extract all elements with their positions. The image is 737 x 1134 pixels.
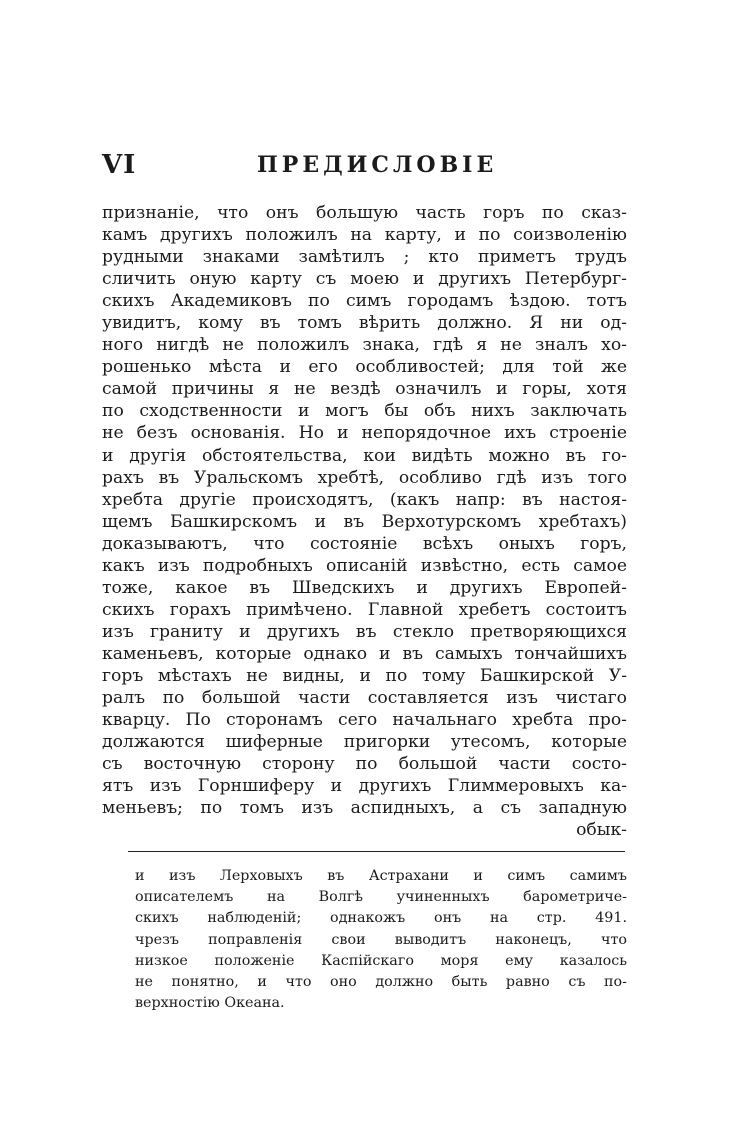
footnote-line: верхностію Океана.	[135, 995, 285, 1012]
text-line: должаются шиферные пригорки утесомъ, которые	[102, 732, 627, 753]
text-line: кварцу. По сторонамъ сего начальнаго хребта про-	[102, 710, 627, 731]
text-line: и другія обстоятельства, кои видѣть можно въ го-	[102, 445, 627, 466]
text-line: камъ другихъ положилъ на карту, и по соизволенію	[102, 225, 627, 246]
page-header	[102, 150, 627, 190]
text-line: самой причины я не вездѣ означилъ и горы, хотя	[102, 379, 627, 400]
text-line: скихъ горахъ примѣчено. Главной хребетъ состоитъ	[102, 599, 627, 620]
text-line: сличить оную карту съ моею и другихъ Петербург-	[102, 269, 627, 290]
footnote-line: не понятно, и что оно должно быть равно съ по-	[135, 973, 627, 990]
text-line: рахъ въ Уральскомъ хребтѣ, особливо гдѣ изъ того	[102, 467, 627, 488]
text-line: ного нигдѣ не положилъ знака, гдѣ я не зналъ хо-	[102, 335, 627, 356]
text-line: по сходственности и могъ бы объ нихъ заключать	[102, 401, 627, 422]
text-line: изъ граниту и другихъ въ стекло претворяющихся	[102, 621, 627, 642]
text-line: признаніе, что онъ большую часть горъ по сказ-	[102, 203, 627, 223]
main-text	[102, 202, 627, 841]
text-line: щемъ Башкирскомъ и въ Верхотурскомъ хребтахъ)	[102, 511, 627, 532]
text-line: съ восточную сторону по большой части состо-	[102, 754, 627, 775]
text-line: доказываютъ, что состояніе всѣхъ оныхъ горъ,	[102, 533, 627, 554]
footnote-line: низкое положеніе Каспійскаго моря ему казалось	[135, 952, 627, 969]
text-line: рудными знаками замѣтилъ ; кто приметъ трудъ	[102, 247, 627, 268]
text-line: не безъ основанія. Но и непорядочное ихъ строеніе	[102, 423, 627, 444]
footnote-line: и изъ Лерховыхъ въ Астрахани и симъ самимъ	[135, 868, 627, 884]
running-title: ПРЕДИСЛОВІЕ	[257, 152, 498, 178]
text-line: какъ изъ подробныхъ описаній извѣстно, есть самое	[102, 555, 627, 576]
text-line: хребта другіе происходятъ, (какъ напр: въ настоя-	[102, 489, 627, 510]
catchword: обык-	[576, 820, 627, 841]
text-line: ралъ по большой части составляется изъ чистаго	[102, 688, 627, 709]
footnote-divider	[128, 851, 625, 852]
page-number: VI	[102, 150, 137, 180]
footnote	[135, 866, 627, 1014]
text-line: каменьевъ, которые однако и въ самыхъ тончайшихъ	[102, 643, 627, 664]
footnote-line: скихъ наблюденій; однакожъ онъ на стр. 491.	[135, 910, 627, 927]
text-line: тоже, какое въ Шведскихъ и другихъ Европей-	[102, 577, 627, 598]
text-line: меньевъ; по томъ изъ аспидныхъ, а съ западную	[102, 798, 627, 819]
text-line: горъ мѣстахъ не видны, и по тому Башкирской У-	[102, 665, 627, 686]
text-line: ятъ изъ Горншиферу и другихъ Глиммеровыхъ ка-	[102, 776, 627, 797]
footnote-line: чрезъ поправленія свои выводитъ наконецъ, что	[135, 931, 627, 948]
text-line: рошенько мѣста и его особливостей; для той же	[102, 357, 627, 378]
text-line: скихъ Академиковъ по симъ городамъ ѣздою. тотъ	[102, 291, 627, 312]
footnote-line: описателемъ на Волгѣ учиненныхъ барометриче-	[135, 889, 627, 906]
text-line: увидитъ, кому въ томъ вѣрить должно. Я ни од-	[102, 313, 627, 334]
